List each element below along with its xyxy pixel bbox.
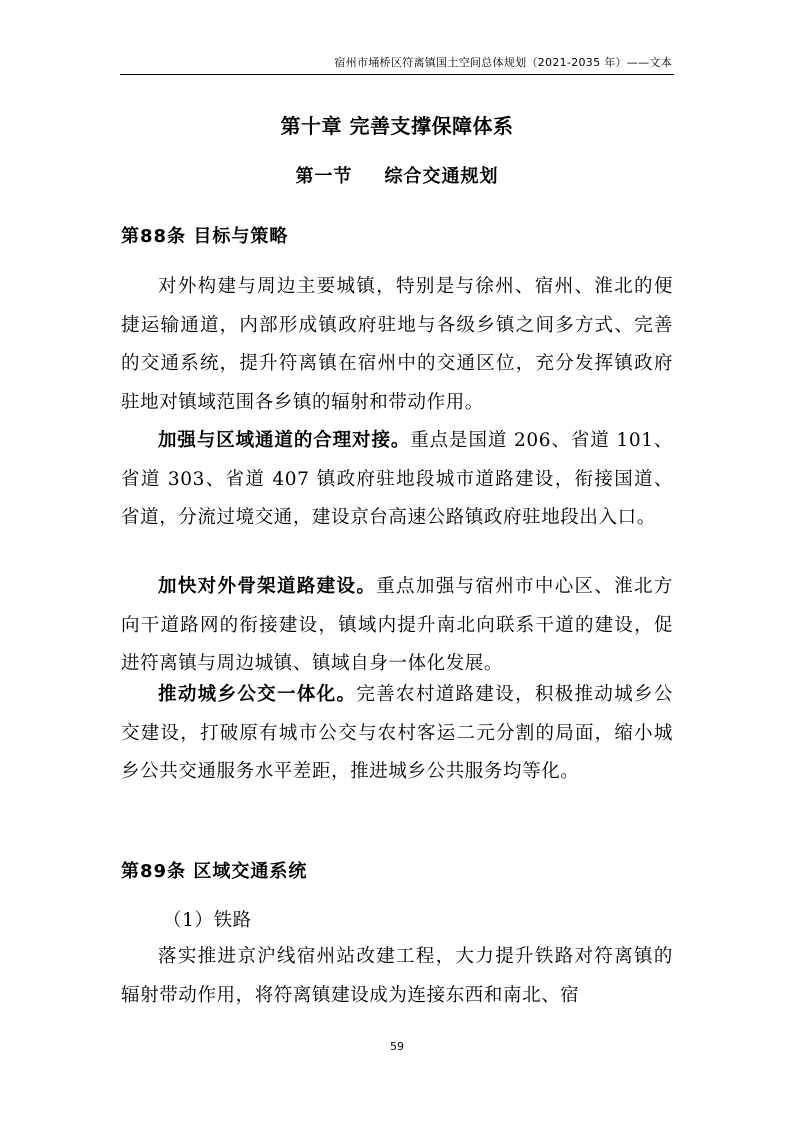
article-89-number: 第89条 xyxy=(121,861,187,882)
article-88-number: 第88条 xyxy=(121,226,187,247)
chapter-title: 第十章 完善支撑保障体系 xyxy=(280,114,514,138)
header-text: 宿州市埇桥区符离镇国土空间总体规划（2021-2035 年）——文本 xyxy=(334,56,672,69)
paragraph-lead: 推动城乡公交一体化。 xyxy=(158,684,357,705)
article-88-title: 目标与策略 xyxy=(193,226,289,247)
page-number: 59 xyxy=(390,1040,404,1053)
article-89-paragraph-1 xyxy=(121,938,673,1015)
article-88-paragraph-2 xyxy=(121,422,673,538)
article-89-heading xyxy=(121,857,307,883)
running-header xyxy=(120,52,674,75)
article-88-paragraph-3 xyxy=(121,568,673,684)
sub-item-railway: （1）铁路 xyxy=(163,910,252,931)
article-88-paragraph-4 xyxy=(121,676,673,792)
paragraph-text: 落实推进京沪线宿州站改建工程，大力提升铁路对符离镇的辐射带动作用，将符离镇建设成为连接东西和南北、宿 xyxy=(121,946,673,1006)
paragraph-text: 完善农村道路建设，积极推动城乡公交建设，打破原有城市公交与农村客运二元分割的局面，缩小城乡公共交通服务水平差距，推进城乡公共服务均等化。 xyxy=(121,684,673,782)
section-number: 第一节 xyxy=(295,166,353,187)
paragraph-lead: 加快对外骨架道路建设。 xyxy=(158,576,377,597)
article-88-heading xyxy=(121,222,288,248)
section-title xyxy=(0,162,794,188)
article-89-title: 区域交通系统 xyxy=(193,861,308,882)
section-name: 综合交通规划 xyxy=(384,166,499,187)
paragraph-lead: 加强与区域通道的合理对接。 xyxy=(158,430,411,451)
paragraph-text: 重点是国道 206、省道 101、省道 303、省道 407 镇政府驻地段城市道路建设，衔接国道、省道，分流过境交通，建设京台高速公路镇政府驻地段出入口。 xyxy=(121,430,673,528)
article-88-paragraph-1 xyxy=(121,268,673,422)
paragraph-text: 重点加强与宿州市中心区、淮北方向干道路网的衔接建设，镇域内提升南北向联系干道的建设，促进符离镇与周边城镇、镇域自身一体化发展。 xyxy=(121,576,673,674)
paragraph-text: 对外构建与周边主要城镇，特别是与徐州、宿州、淮北的便捷运输通道，内部形成镇政府驻地与各级乡镇之间多方式、完善的交通系统，提升符离镇在宿州中的交通区位，充分发挥镇政府驻地对镇域范围各乡镇的辐射和带动作用。 xyxy=(121,276,673,413)
